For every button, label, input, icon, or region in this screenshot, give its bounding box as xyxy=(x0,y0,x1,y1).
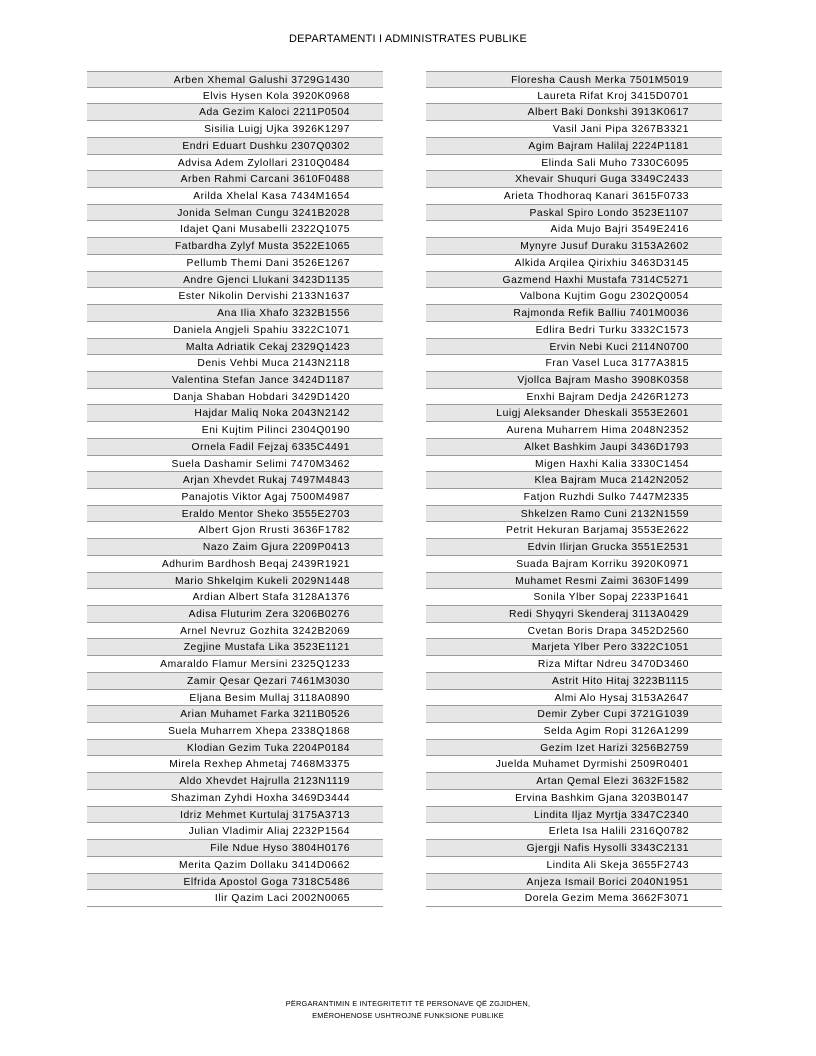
right-list-row: Alkida Arqilea Qirixhiu 3463D3145 xyxy=(426,255,722,272)
left-list-row: Danja Shaban Hobdari 3429D1420 xyxy=(87,389,383,406)
left-list-row: Sisilia Luigj Ujka 3926K1297 xyxy=(87,121,383,138)
left-list-row: Daniela Angjeli Spahiu 3322C1071 xyxy=(87,322,383,339)
left-list-row: Ornela Fadil Fejzaj 6335C4491 xyxy=(87,439,383,456)
right-list-row: Rajmonda Refik Balliu 7401M0036 xyxy=(426,305,722,322)
left-list-row: Nazo Zaim Gjura 2209P0413 xyxy=(87,539,383,556)
right-list-row: Ervin Nebi Kuci 2114N0700 xyxy=(426,339,722,356)
right-list-row: Elinda Sali Muho 7330C6095 xyxy=(426,155,722,172)
right-list-row: Aurena Muharrem Hima 2048N2352 xyxy=(426,422,722,439)
left-list-row: Ada Gezim Kaloci 2211P0504 xyxy=(87,104,383,121)
left-list-row: Amaraldo Flamur Mersini 2325Q1233 xyxy=(87,656,383,673)
right-list-row: Ervina Bashkim Gjana 3203B0147 xyxy=(426,790,722,807)
right-list-row: Lindita Ali Skeja 3655F2743 xyxy=(426,857,722,874)
right-list-row: Klea Bajram Muca 2142N2052 xyxy=(426,472,722,489)
left-list-row: Andre Gjenci Llukani 3423D1135 xyxy=(87,272,383,289)
right-list-row: Laureta Rifat Kroj 3415D0701 xyxy=(426,88,722,105)
left-list-row: Elvis Hysen Kola 3920K0968 xyxy=(87,88,383,105)
left-list-row: Zegjine Mustafa Lika 3523E1121 xyxy=(87,639,383,656)
right-list-row: Valbona Kujtim Gogu 2302Q0054 xyxy=(426,288,722,305)
right-list-row: Riza Miftar Ndreu 3470D3460 xyxy=(426,656,722,673)
left-list-row: Merita Qazim Dollaku 3414D0662 xyxy=(87,857,383,874)
right-list-row: Luigj Aleksander Dheskali 3553E2601 xyxy=(426,405,722,422)
right-list-row: Shkelzen Ramo Cuni 2132N1559 xyxy=(426,506,722,523)
right-list-row: Marjeta Ylber Pero 3322C1051 xyxy=(426,639,722,656)
left-list-row: Endri Eduart Dushku 2307Q0302 xyxy=(87,138,383,155)
left-list-row: Elfrida Apostol Goga 7318C5486 xyxy=(87,874,383,891)
left-list-row: Arben Rahmi Carcani 3610F0488 xyxy=(87,171,383,188)
right-list-row: Fatjon Ruzhdi Sulko 7447M2335 xyxy=(426,489,722,506)
right-list-row: Selda Agim Ropi 3126A1299 xyxy=(426,723,722,740)
right-list-row: Demir Zyber Cupi 3721G1039 xyxy=(426,706,722,723)
right-list-row: Gazmend Haxhi Mustafa 7314C5271 xyxy=(426,272,722,289)
left-list-row: File Ndue Hyso 3804H0176 xyxy=(87,840,383,857)
left-list-row: Malta Adriatik Cekaj 2329Q1423 xyxy=(87,339,383,356)
right-list-row: Mynyre Jusuf Duraku 3153A2602 xyxy=(426,238,722,255)
right-list-row: Paskal Spiro Londo 3523E1107 xyxy=(426,205,722,222)
right-list-row: Arieta Thodhoraq Kanari 3615F0733 xyxy=(426,188,722,205)
left-list-row: Albert Gjon Rrusti 3636F1782 xyxy=(87,522,383,539)
right-list-row: Agim Bajram Halilaj 2224P1181 xyxy=(426,138,722,155)
right-list-row: Cvetan Boris Drapa 3452D2560 xyxy=(426,623,722,640)
left-list-row: Julian Vladimir Aliaj 2232P1564 xyxy=(87,823,383,840)
left-list-row: Arben Xhemal Galushi 3729G1430 xyxy=(87,71,383,88)
right-list-row: Gezim Izet Harizi 3256B2759 xyxy=(426,740,722,757)
right-list-row: Almi Alo Hysaj 3153A2647 xyxy=(426,690,722,707)
left-list-row: Eraldo Mentor Sheko 3555E2703 xyxy=(87,506,383,523)
left-list-row: Ardian Albert Stafa 3128A1376 xyxy=(87,589,383,606)
right-list-row: Petrit Hekuran Barjamaj 3553E2622 xyxy=(426,522,722,539)
left-list-row: Pellumb Themi Dani 3526E1267 xyxy=(87,255,383,272)
left-list-row: Suela Muharrem Xhepa 2338Q1868 xyxy=(87,723,383,740)
right-list-row: Enxhi Bajram Dedja 2426R1273 xyxy=(426,389,722,406)
left-list-row: Denis Vehbi Muca 2143N2118 xyxy=(87,355,383,372)
right-list-row: Suada Bajram Korriku 3920K0971 xyxy=(426,556,722,573)
right-list-row: Albert Baki Donkshi 3913K0617 xyxy=(426,104,722,121)
right-list-row: Anjeza Ismail Borici 2040N1951 xyxy=(426,874,722,891)
right-list-row: Astrit Hito Hitaj 3223B1115 xyxy=(426,673,722,690)
right-list-row: Floresha Caush Merka 7501M5019 xyxy=(426,71,722,88)
right-name-list xyxy=(426,71,722,907)
right-list-row: Lindita Iljaz Myrtja 3347C2340 xyxy=(426,807,722,824)
left-list-row: Ilir Qazim Laci 2002N0065 xyxy=(87,890,383,907)
left-list-row: Zamir Qesar Qezari 7461M3030 xyxy=(87,673,383,690)
left-list-row: Hajdar Maliq Noka 2043N2142 xyxy=(87,405,383,422)
page-footer xyxy=(0,998,816,1022)
right-list-row: Dorela Gezim Mema 3662F3071 xyxy=(426,890,722,907)
left-list-row: Eni Kujtim Pilinci 2304Q0190 xyxy=(87,422,383,439)
right-list-row: Migen Haxhi Kalia 3330C1454 xyxy=(426,456,722,473)
left-name-list xyxy=(87,71,383,907)
right-list-row: Vasil Jani Pipa 3267B3321 xyxy=(426,121,722,138)
right-list-row: Gjergji Nafis Hysolli 3343C2131 xyxy=(426,840,722,857)
footer-line-2: EMËROHENOSE USHTROJNË FUNKSIONE PUBLIKE xyxy=(312,1011,504,1020)
right-list-row: Xhevair Shuquri Guga 3349C2433 xyxy=(426,171,722,188)
left-list-row: Klodian Gezim Tuka 2204P0184 xyxy=(87,740,383,757)
page-title: DEPARTAMENTI I ADMINISTRATES PUBLIKE xyxy=(288,33,528,45)
right-list-row: Alket Bashkim Jaupi 3436D1793 xyxy=(426,439,722,456)
left-list-row: Jonida Selman Cungu 3241B2028 xyxy=(87,205,383,222)
left-list-row: Idriz Mehmet Kurtulaj 3175A3713 xyxy=(87,807,383,824)
right-list-row: Fran Vasel Luca 3177A3815 xyxy=(426,355,722,372)
left-list-row: Fatbardha Zylyf Musta 3522E1065 xyxy=(87,238,383,255)
right-list-row: Muhamet Resmi Zaimi 3630F1499 xyxy=(426,573,722,590)
left-list-row: Mirela Rexhep Ahmetaj 7468M3375 xyxy=(87,756,383,773)
left-list-row: Suela Dashamir Selimi 7470M3462 xyxy=(87,456,383,473)
left-list-row: Eljana Besim Mullaj 3118A0890 xyxy=(87,690,383,707)
right-list-row: Edvin Ilirjan Grucka 3551E2531 xyxy=(426,539,722,556)
right-list-row: Sonila Ylber Sopaj 2233P1641 xyxy=(426,589,722,606)
left-list-row: Ana Ilia Xhafo 3232B1556 xyxy=(87,305,383,322)
left-list-row: Panajotis Viktor Agaj 7500M4987 xyxy=(87,489,383,506)
left-list-row: Mario Shkelqim Kukeli 2029N1448 xyxy=(87,573,383,590)
right-list-row: Aida Mujo Bajri 3549E2416 xyxy=(426,221,722,238)
left-list-row: Arilda Xhelal Kasa 7434M1654 xyxy=(87,188,383,205)
left-list-row: Advisa Adem Zylollari 2310Q0484 xyxy=(87,155,383,172)
right-list-row: Juelda Muhamet Dyrmishi 2509R0401 xyxy=(426,756,722,773)
right-list-row: Vjollca Bajram Masho 3908K0358 xyxy=(426,372,722,389)
left-list-row: Ester Nikolin Dervishi 2133N1637 xyxy=(87,288,383,305)
left-list-row: Valentina Stefan Jance 3424D1187 xyxy=(87,372,383,389)
right-list-row: Redi Shyqyri Skenderaj 3113A0429 xyxy=(426,606,722,623)
left-list-row: Arjan Xhevdet Rukaj 7497M4843 xyxy=(87,472,383,489)
left-list-row: Arian Muhamet Farka 3211B0526 xyxy=(87,706,383,723)
right-list-row: Edlira Bedri Turku 3332C1573 xyxy=(426,322,722,339)
footer-line-1: PËRGARANTIMIN E INTEGRITETIT TË PERSONAVE QË ZGJIDHEN, xyxy=(285,999,531,1008)
right-list-row: Erleta Isa Halili 2316Q0782 xyxy=(426,823,722,840)
left-list-row: Aldo Xhevdet Hajrulla 2123N1119 xyxy=(87,773,383,790)
left-list-row: Adisa Fluturim Zera 3206B0276 xyxy=(87,606,383,623)
left-list-row: Idajet Qani Musabelli 2322Q1075 xyxy=(87,221,383,238)
right-list-row: Artan Qemal Elezi 3632F1582 xyxy=(426,773,722,790)
left-list-row: Arnel Nevruz Gozhita 3242B2069 xyxy=(87,623,383,640)
left-list-row: Shaziman Zyhdi Hoxha 3469D3444 xyxy=(87,790,383,807)
left-list-row: Adhurim Bardhosh Beqaj 2439R1921 xyxy=(87,556,383,573)
